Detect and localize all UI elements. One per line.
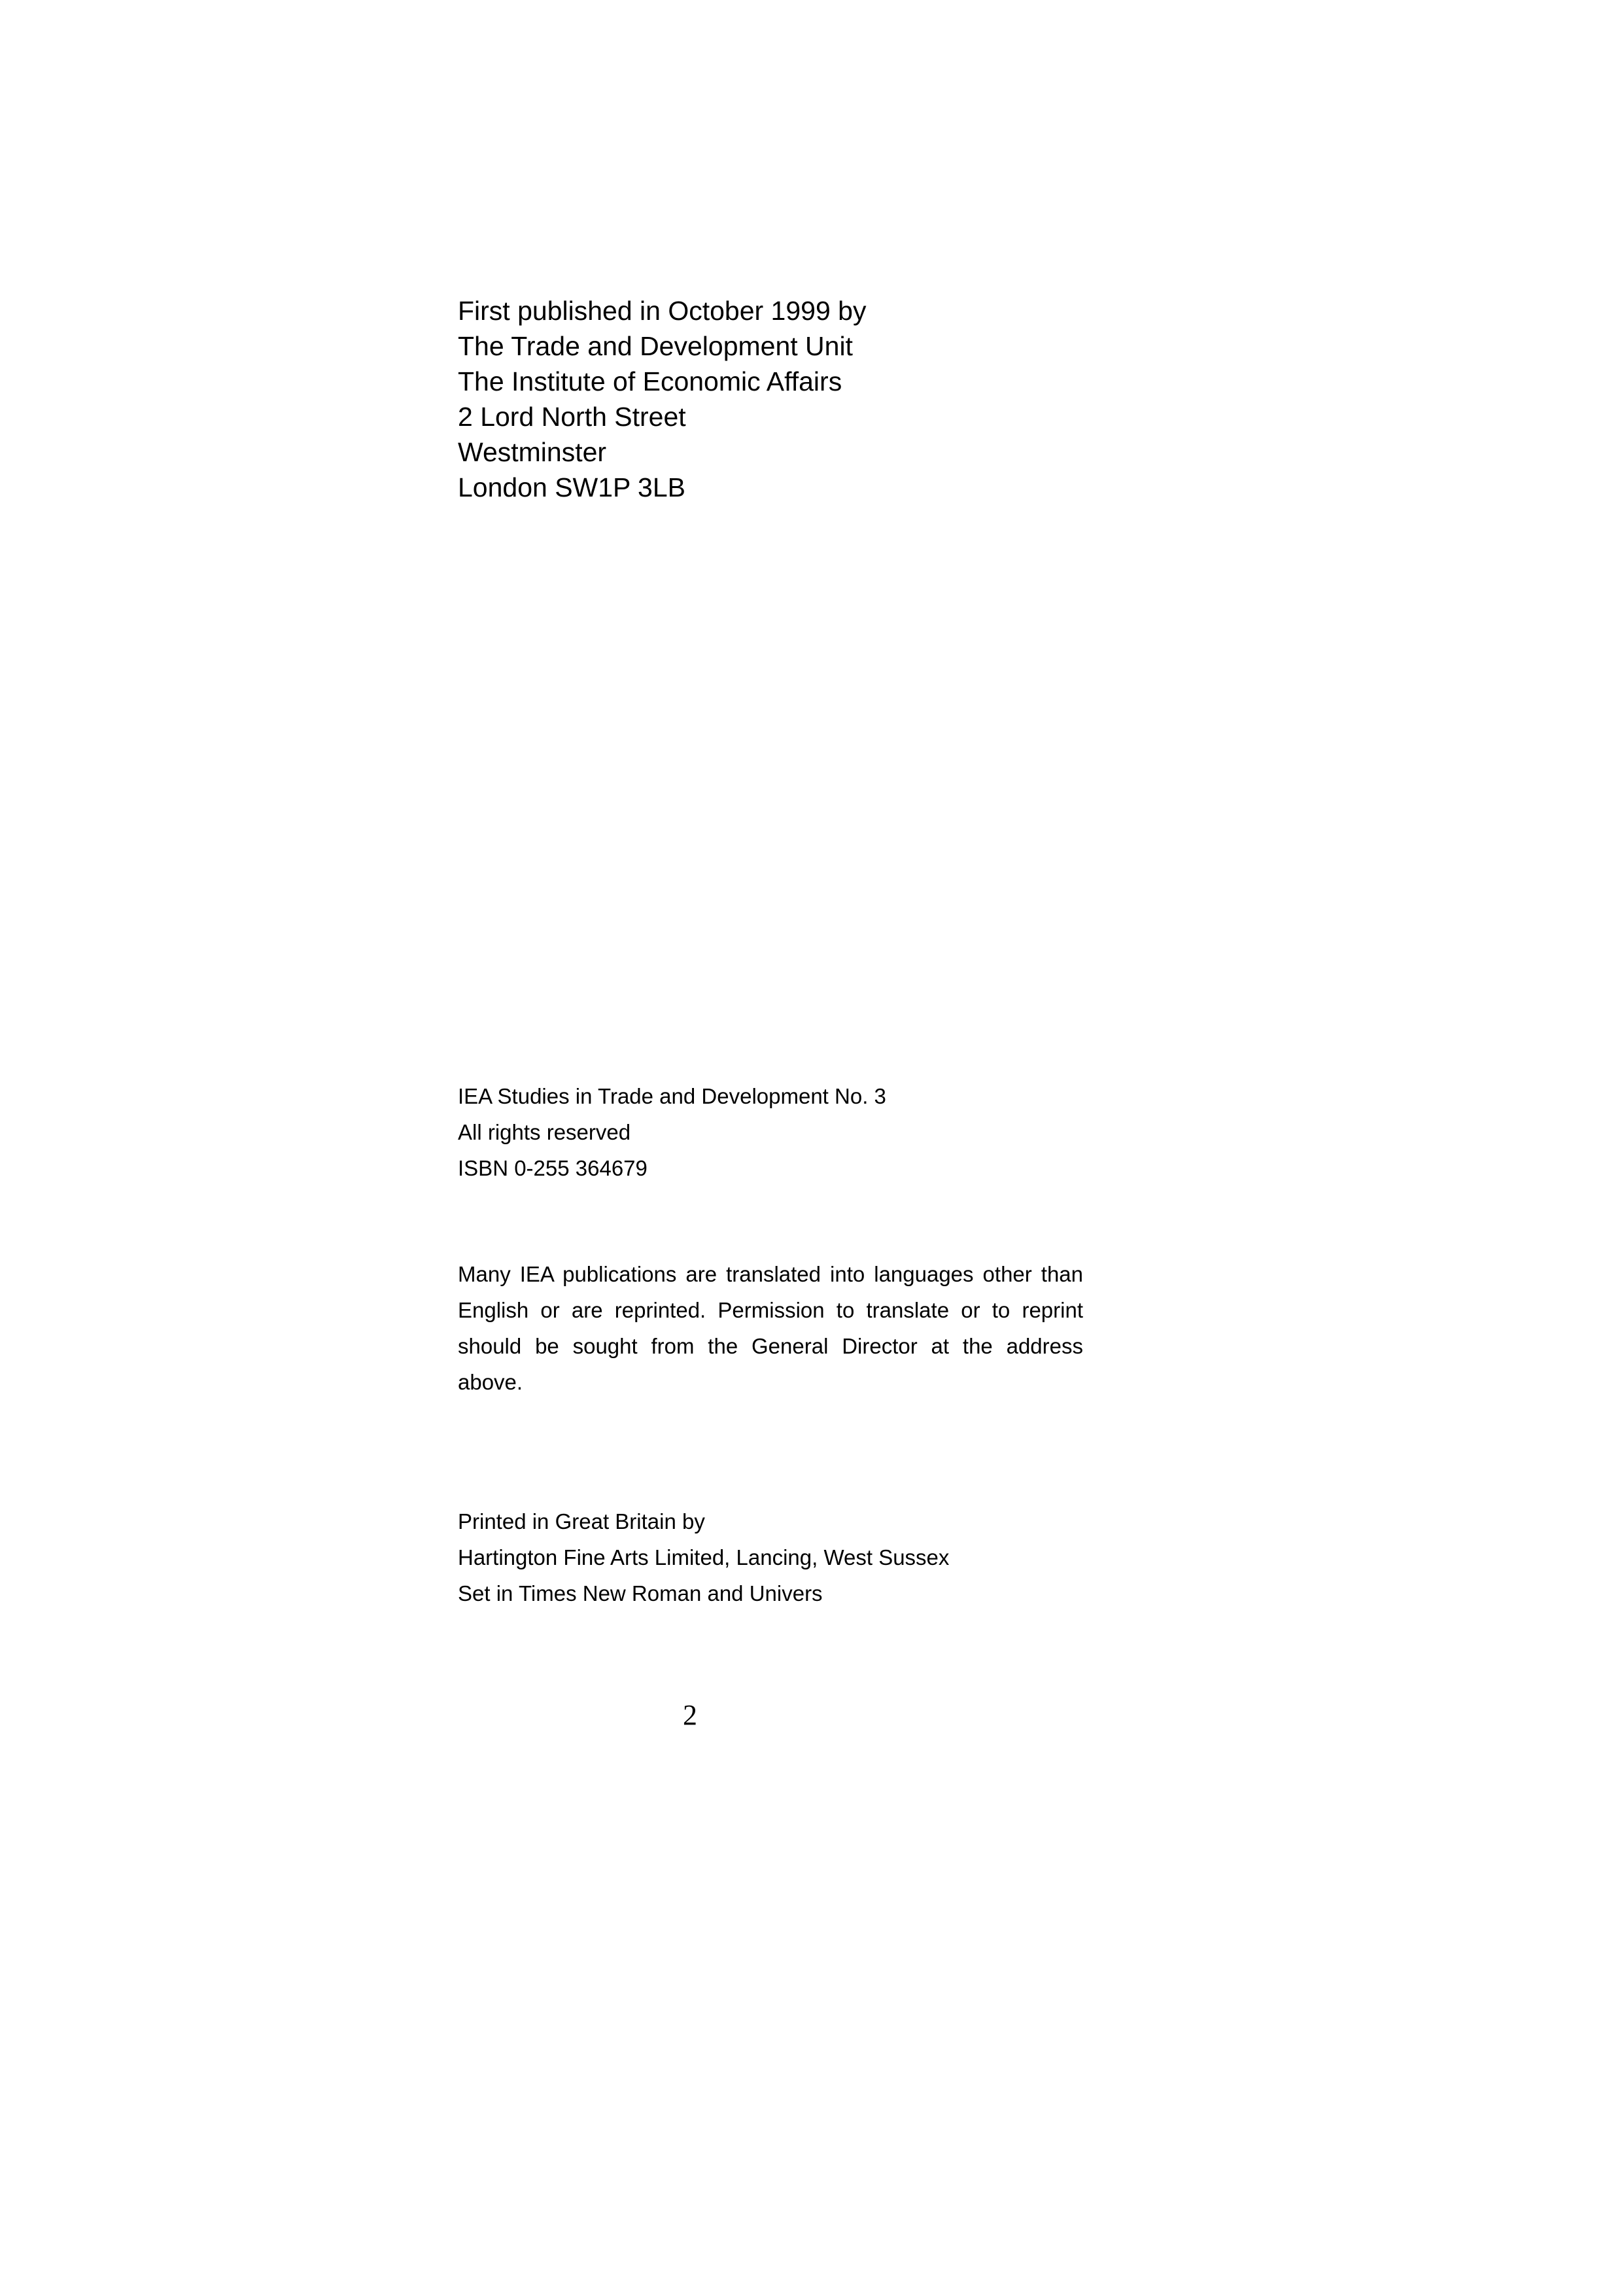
printer-info-block [458, 1503, 949, 1611]
publisher-institute-line: The Institute of Economic Affairs [458, 366, 842, 396]
printed-in-line: Printed in Great Britain by [458, 1509, 705, 1533]
printer-name-line: Hartington Fine Arts Limited, Lancing, West Sussex [458, 1545, 950, 1569]
permission-notice: Many IEA publications are translated into languages other than English or are reprinted. Permission to translate or to reprint should be sought from the General Director at the address above. [458, 1262, 1083, 1394]
address-street-line: 2 Lord North Street [458, 402, 686, 432]
rights-statement: All rights reserved [458, 1120, 631, 1144]
page-number: 2 [683, 1699, 697, 1731]
series-title: IEA Studies in Trade and Development No. 3 [458, 1084, 886, 1108]
publisher-address-block [458, 293, 866, 505]
publication-date-line: First published in October 1999 by [458, 296, 867, 326]
address-city-line: London SW1P 3LB [458, 472, 685, 502]
typeface-line: Set in Times New Roman and Univers [458, 1581, 823, 1605]
address-district-line: Westminster [458, 437, 607, 467]
isbn-number: ISBN 0-255 364679 [458, 1156, 648, 1180]
publisher-unit-line: The Trade and Development Unit [458, 331, 853, 361]
series-info-block [458, 1078, 886, 1186]
